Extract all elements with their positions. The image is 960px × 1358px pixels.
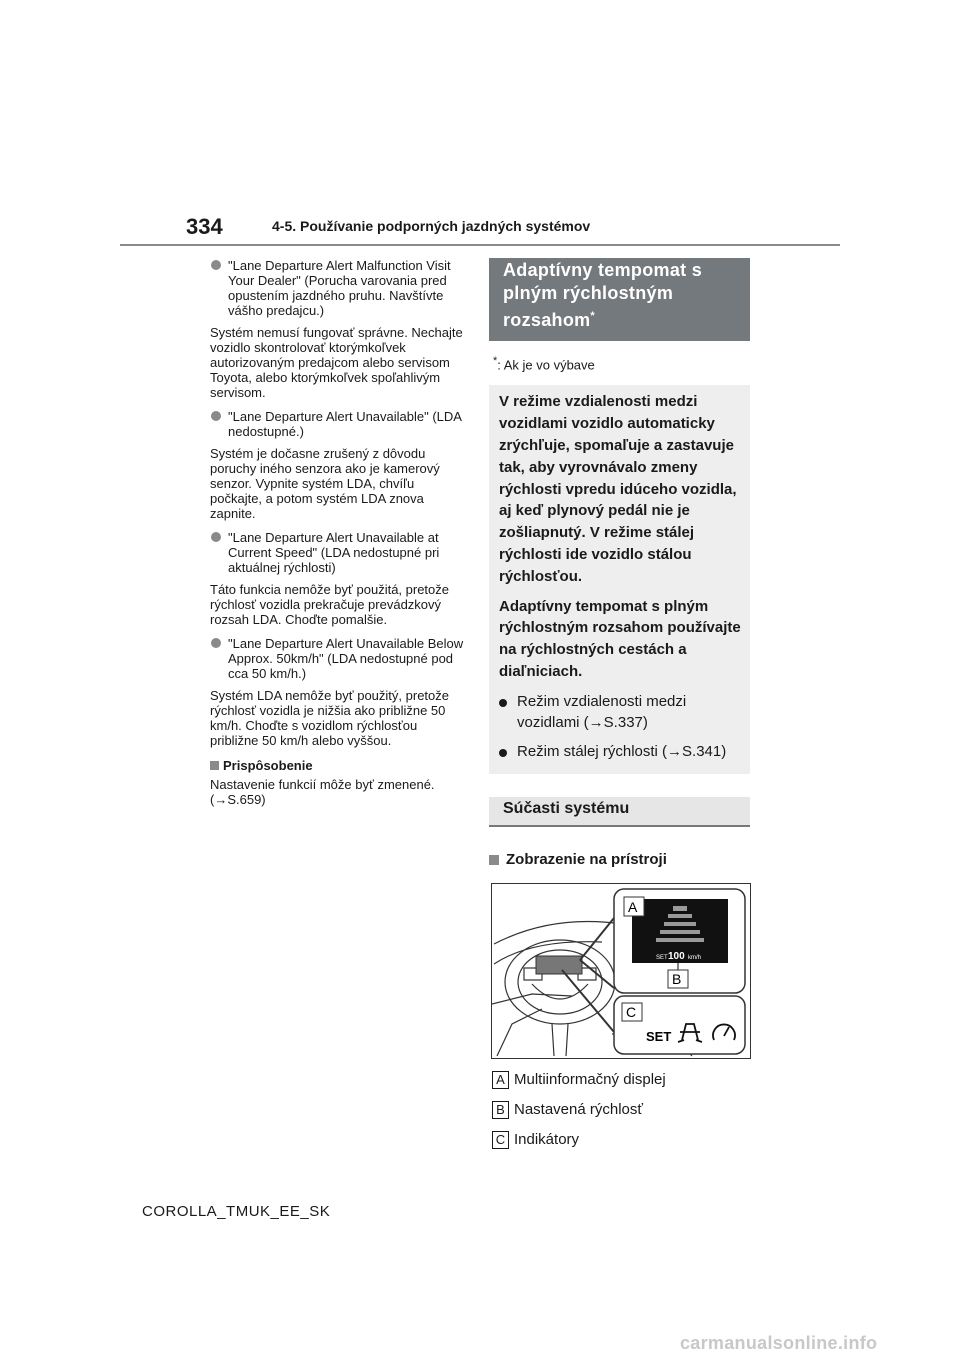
section-title-box xyxy=(489,258,750,341)
square-bullet-icon xyxy=(489,855,499,865)
footnote-text: : Ak je vo výbave xyxy=(497,357,595,373)
legend-item-b xyxy=(489,1101,750,1119)
message-title: "Lane Departure Alert Unavailable at Current Speed" (LDA nedostupné pri aktuálnej rýchlosti) xyxy=(228,530,440,575)
watermark: carmanualsonline.info xyxy=(680,1333,878,1353)
cluster-display xyxy=(536,956,582,974)
components-title: Súčasti systému xyxy=(489,797,750,827)
mode-item[interactable] xyxy=(499,691,742,733)
title-footnote-mark: * xyxy=(590,310,596,322)
legend-label: C xyxy=(492,1131,509,1149)
message-item xyxy=(210,258,468,318)
message-description: Systém LDA nemôže byť použitý, pretože rýchlosť vozidla je nižšia ako približne 50 km/h. Choďte s vozidlom rýchlosťou približne 50 km/h alebo vyššou. xyxy=(210,688,449,748)
message-description: Táto funkcia nemôže byť použitá, pretože rýchlosť vozidla prekračuje prevádzkový rozsah LDA. Choďte pomalšie. xyxy=(210,582,450,627)
section-title: 4-5. Používanie podporných jazdných systémov xyxy=(272,218,591,234)
bullet-icon xyxy=(211,411,221,421)
mode-distance-link[interactable]: Režim vzdialenosti medzi vozidlami (→S.337) xyxy=(517,692,687,731)
legend-item-a xyxy=(489,1071,750,1089)
page-number: 334 xyxy=(186,214,223,239)
legend-text: Nastavená rýchlosť xyxy=(514,1100,644,1118)
display-heading xyxy=(489,851,750,868)
bullet-icon xyxy=(499,749,507,757)
display-heading-text: Zobrazenie na prístroji xyxy=(506,850,667,868)
speed-unit: km/h xyxy=(688,954,702,961)
message-title: "Lane Departure Alert Malfunction Visit Your Dealer" (Porucha varovania pred opustením jazdného pruhu. Navštívte vášho predajcu.) xyxy=(228,258,451,318)
footer-code: COROLLA_TMUK_EE_SK xyxy=(142,1203,331,1220)
footnote xyxy=(493,355,750,372)
footnote-mark: * xyxy=(493,355,498,367)
header-rule xyxy=(120,244,840,246)
square-bullet-icon xyxy=(210,761,219,770)
bullet-icon xyxy=(211,260,221,270)
bullet-icon xyxy=(499,699,507,707)
intro-paragraph-2: Adaptívny tempomat s plným rýchlostným rozsahom používajte na rýchlostných cestách a diaľniciach. xyxy=(499,597,741,680)
customize-heading xyxy=(210,758,468,773)
set-text: SET xyxy=(656,954,668,961)
customize-text xyxy=(210,777,468,807)
message-description: Systém je dočasne zrušený z dôvodu poruchy iného senzora ako je kamerový senzor. Vypnite systém LDA, chvíľu počkajte, a potom systém LDA znova zapnite. xyxy=(210,446,440,521)
legend-text: Multiinformačný displej xyxy=(514,1070,666,1088)
page-reference-link[interactable]: (→S.659) xyxy=(210,792,266,807)
mode-constant-link[interactable]: Režim stálej rýchlosti (→S.341) xyxy=(517,742,727,760)
right-column xyxy=(489,258,750,1149)
set-indicator-icon: SET xyxy=(646,1028,672,1044)
message-title: "Lane Departure Alert Unavailable Below Approx. 50km/h" (LDA nedostupné pod cca 50 km/h.) xyxy=(228,636,464,681)
instrument-figure xyxy=(491,883,751,1059)
intro-paragraph-1: V režime vzdialenosti medzi vozidlami vozidlo automaticky zrýchľuje, spomaľuje a zastavuje tak, aby vyrovnávalo zmeny rýchlosti vpredu idúceho vozidla, aj keď plynový pedál nie je zošliapnutý. V režime stálej rýchlosti ide vozidlo stálou rýchlosťou. xyxy=(499,393,737,585)
bullet-icon xyxy=(211,532,221,542)
legend-label: A xyxy=(492,1071,509,1089)
legend-text: Indikátory xyxy=(514,1130,580,1148)
dashboard-illustration xyxy=(492,884,750,1058)
label-b: B xyxy=(672,970,682,987)
message-title: "Lane Departure Alert Unavailable" (LDA nedostupné.) xyxy=(228,409,462,439)
acc-title: Adaptívny tempomat s plným rýchlostným rozsahom xyxy=(503,260,703,330)
mode-item[interactable] xyxy=(499,741,742,762)
legend-item-c xyxy=(489,1131,750,1149)
message-description: Systém nemusí fungovať správne. Nechajte vozidlo skontrolovať ktorýmkoľvek autorizovaným predajcom alebo servisom Toyota, alebo ktorýmkoľvek spoľahlivým servisom. xyxy=(210,325,463,400)
label-a: A xyxy=(628,898,638,915)
set-speed: 100 xyxy=(668,950,685,962)
message-item xyxy=(210,409,468,439)
customize-heading-text: Prispôsobenie xyxy=(223,758,313,773)
legend-label: B xyxy=(492,1101,509,1119)
label-c: C xyxy=(626,1003,637,1020)
left-column xyxy=(210,256,468,807)
customize-description: Nastavenie funkcií môže byť zmenené. xyxy=(210,777,435,792)
bullet-icon xyxy=(211,638,221,648)
intro-box xyxy=(489,385,750,773)
message-item xyxy=(210,636,468,681)
message-item xyxy=(210,530,468,575)
